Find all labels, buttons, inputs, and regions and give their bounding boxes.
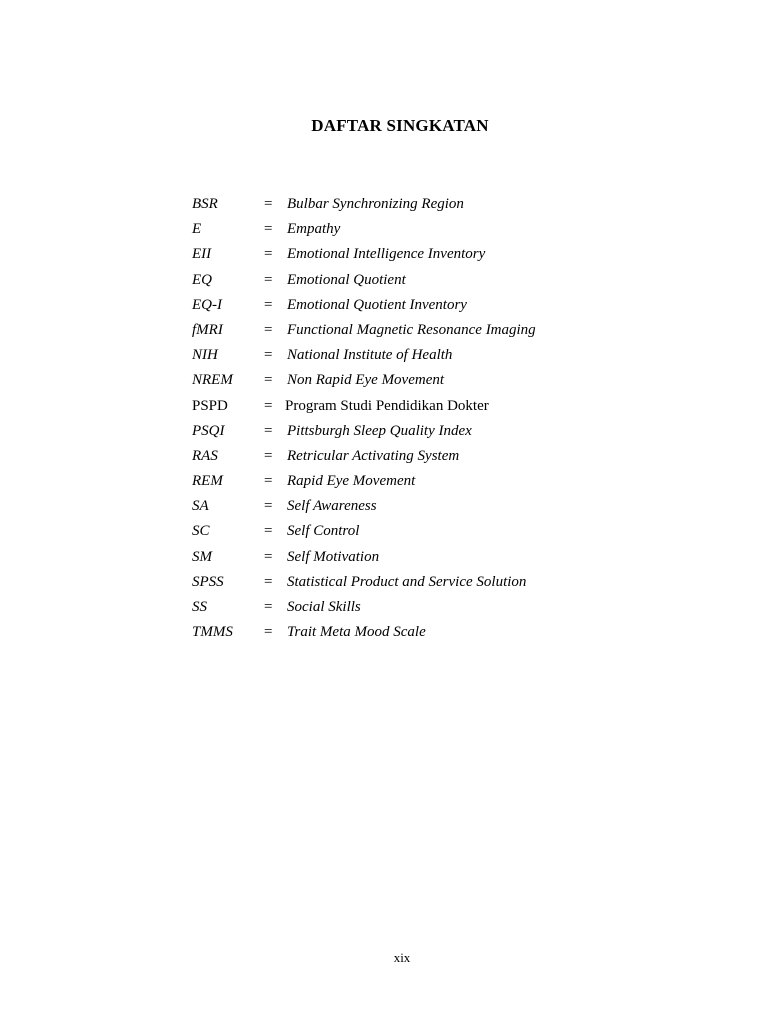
abbreviation-term: SS — [192, 599, 207, 615]
equals-sign: = — [264, 296, 273, 313]
abbreviation-row — [192, 548, 612, 573]
equals-sign: = — [264, 321, 273, 338]
abbreviation-definition: Pittsburgh Sleep Quality Index — [287, 422, 472, 439]
abbreviation-row — [192, 497, 612, 522]
abbreviation-definition: Self Control — [287, 523, 360, 540]
abbreviation-definition: Self Motivation — [287, 548, 380, 565]
abbreviation-definition: Empathy — [287, 221, 341, 238]
page-title: DAFTAR SINGKATAN — [311, 116, 489, 135]
abbreviation-row — [192, 573, 612, 598]
abbreviation-term: fMRI — [192, 321, 223, 338]
equals-sign: = — [264, 372, 273, 389]
equals-sign: = — [264, 473, 273, 490]
equals-sign: = — [264, 347, 273, 364]
abbreviation-term: SC — [192, 523, 210, 540]
equals-sign: = — [264, 196, 273, 212]
abbreviation-definition: National Institute of Health — [287, 347, 453, 364]
equals-sign: = — [264, 573, 273, 590]
abbreviation-term: PSQI — [192, 422, 225, 439]
abbreviation-term: TMMS — [192, 624, 233, 641]
equals-sign: = — [264, 221, 273, 238]
abbreviation-term: RAS — [192, 447, 218, 464]
abbreviation-row — [192, 422, 612, 447]
abbreviation-row — [192, 245, 612, 270]
abbreviation-row — [192, 296, 612, 321]
abbreviation-list — [192, 195, 612, 648]
equals-sign: = — [264, 523, 273, 540]
abbreviation-definition: Retricular Activating System — [287, 447, 460, 464]
equals-sign: = — [264, 447, 273, 464]
abbreviation-definition: Non Rapid Eye Movement — [287, 372, 445, 389]
abbreviation-term: NREM — [192, 372, 233, 389]
abbreviation-definition: Social Skills — [287, 599, 361, 615]
equals-sign: = — [264, 246, 273, 263]
equals-sign: = — [264, 624, 273, 641]
equals-sign: = — [264, 599, 273, 615]
abbreviation-definition: Program Studi Pendidikan Dokter — [285, 397, 489, 414]
abbreviation-row — [192, 371, 612, 396]
abbreviation-row — [192, 271, 612, 296]
abbreviation-term: E — [192, 221, 202, 238]
abbreviation-row — [192, 195, 612, 220]
equals-sign: = — [264, 548, 273, 565]
abbreviation-definition: Trait Meta Mood Scale — [287, 624, 426, 641]
abbreviation-term: PSPD — [192, 397, 228, 414]
abbreviation-term: SPSS — [192, 573, 224, 590]
abbreviation-term: EQ — [192, 271, 212, 288]
page-number: xix — [393, 950, 411, 965]
abbreviation-term: EII — [192, 246, 212, 263]
abbreviation-definition: Rapid Eye Movement — [287, 473, 416, 490]
equals-sign: = — [264, 422, 273, 439]
equals-sign: = — [264, 271, 273, 288]
equals-sign: = — [264, 498, 273, 515]
abbreviation-term: NIH — [192, 347, 218, 364]
abbreviation-row — [192, 321, 612, 346]
abbreviation-term: BSR — [192, 196, 218, 212]
abbreviation-row — [192, 623, 612, 648]
equals-sign: = — [264, 397, 273, 414]
abbreviation-row — [192, 397, 612, 422]
abbreviation-definition: Bulbar Synchronizing Region — [287, 196, 464, 212]
abbreviation-definition: Emotional Intelligence Inventory — [287, 246, 486, 263]
abbreviation-term: REM — [192, 473, 223, 490]
abbreviation-term: EQ-I — [192, 296, 222, 313]
abbreviation-row — [192, 447, 612, 472]
abbreviation-row — [192, 522, 612, 547]
abbreviation-row — [192, 472, 612, 497]
abbreviation-term: SM — [192, 548, 212, 565]
abbreviation-definition: Self Awareness — [287, 498, 377, 515]
abbreviation-definition: Emotional Quotient — [287, 271, 406, 288]
abbreviation-definition: Statistical Product and Service Solution — [287, 573, 527, 590]
abbreviation-term: SA — [192, 498, 209, 515]
abbreviation-row — [192, 220, 612, 245]
abbreviation-definition: Emotional Quotient Inventory — [287, 296, 467, 313]
abbreviation-definition: Functional Magnetic Resonance Imaging — [287, 321, 536, 338]
abbreviation-row — [192, 598, 612, 623]
abbreviation-row — [192, 346, 612, 371]
